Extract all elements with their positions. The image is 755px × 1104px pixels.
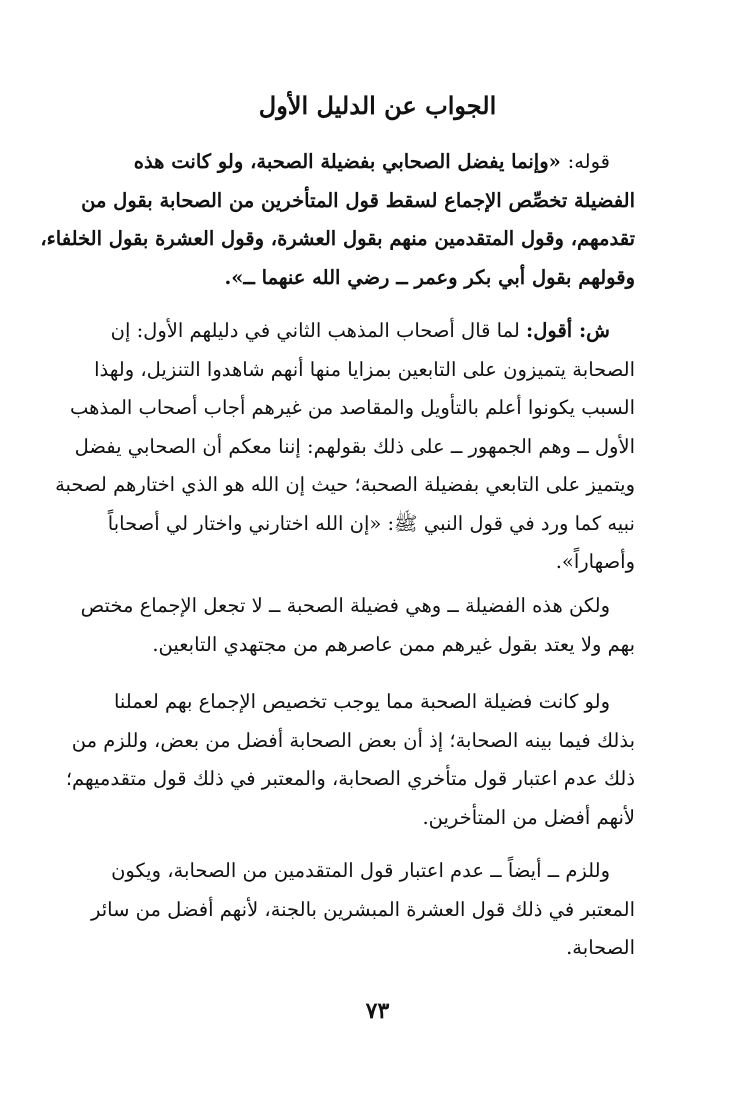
quote-lead: قوله: xyxy=(567,150,610,173)
paragraph-1-line-6: نبيه كما ورد في قول النبي ﷺ: «إن الله اختارني واختار لي أصحاباً xyxy=(107,511,635,535)
paragraph-1-lead: ش: أقول: xyxy=(526,319,610,342)
paragraph-1-line-3: السبب يكونوا أعلم بالتأويل والمقاصد من غيرهم أجاب أصحاب المذهب xyxy=(70,396,635,419)
paragraph-2 xyxy=(80,587,635,664)
paragraph-1-line-5: ويتميز على التابعي بفضيلة الصحبة؛ حيث إن الله هو الذي اختارهم لصحبة xyxy=(55,473,635,496)
text-line xyxy=(110,312,635,351)
paragraph-3 xyxy=(65,683,635,837)
paragraph-2-line-1: ولكن هذه الفضيلة ــ وهي فضيلة الصحبة ــ لا تجعل الإجماع مختص xyxy=(80,594,610,617)
paragraph-1-line-1: لما قال أصحاب المذهب الثاني في دليلهم الأول: إن xyxy=(110,319,520,342)
paragraph-1-line-2: الصحابة يتميزون على التابعين بمزايا منها أنهم شاهدوا التنزيل، ولهذا xyxy=(94,357,635,381)
text-line xyxy=(110,143,635,182)
paragraph-3-line-4: لأنهم أفضل من المتأخرين. xyxy=(422,805,635,829)
paragraph-4-line-1: وللزم ــ أيضاً ــ عدم اعتبار قول المتقدمين من الصحابة، ويكون xyxy=(111,859,610,882)
paragraph-2-line-2: بهم ولا يعتد بقول غيرهم ممن عاصرهم من مجتهدي التابعين. xyxy=(152,632,635,656)
paragraph-3-line-2: بذلك فيما بينه الصحابة؛ إذ أن بعض الصحابة أفضل من بعض، وللزم من xyxy=(71,728,635,752)
quote-line-1: «وإنما يفضل الصحابي بفضيلة الصحبة، ولو كانت هذه xyxy=(133,150,561,173)
paragraph-3-line-3: ذلك عدم اعتبار قول متأخري الصحابة، والمعتبر في ذلك قول متقدميهم؛ xyxy=(65,767,635,790)
quote-line-3: تقدمهم، وقول المتقدمين منهم بقول العشرة، وقول العشرة بقول الخلفاء، xyxy=(40,227,635,250)
page-title: الجواب عن الدليل الأول xyxy=(258,91,497,120)
page-number: ٧٣ xyxy=(365,998,390,1024)
quote-line-2: الفضيلة تخصِّص الإجماع لسقط قول المتأخرين من الصحابة بقول من xyxy=(81,188,635,212)
paragraph-4 xyxy=(90,852,635,968)
paragraph-1-line-7: وأصهاراً». xyxy=(555,550,635,573)
paragraph-1 xyxy=(55,312,635,582)
paragraph-4-line-3: الصحابة. xyxy=(566,936,635,959)
paragraph-1-line-4: الأول ــ وهم الجمهور ــ على ذلك بقولهم: إننا معكم أن الصحابي يفضل xyxy=(74,434,635,458)
quoted-text-block xyxy=(40,143,635,297)
quote-line-4: وقولهم بقول أبي بكر وعمر ــ رضي الله عنهما ــ». xyxy=(224,265,635,289)
paragraph-3-line-1: ولو كانت فضيلة الصحبة مما يوجب تخصيص الإجماع بهم لعملنا xyxy=(113,690,610,713)
paragraph-4-line-2: المعتبر في ذلك قول العشرة المبشرين بالجنة، لأنهم أفضل من سائر xyxy=(90,897,635,921)
